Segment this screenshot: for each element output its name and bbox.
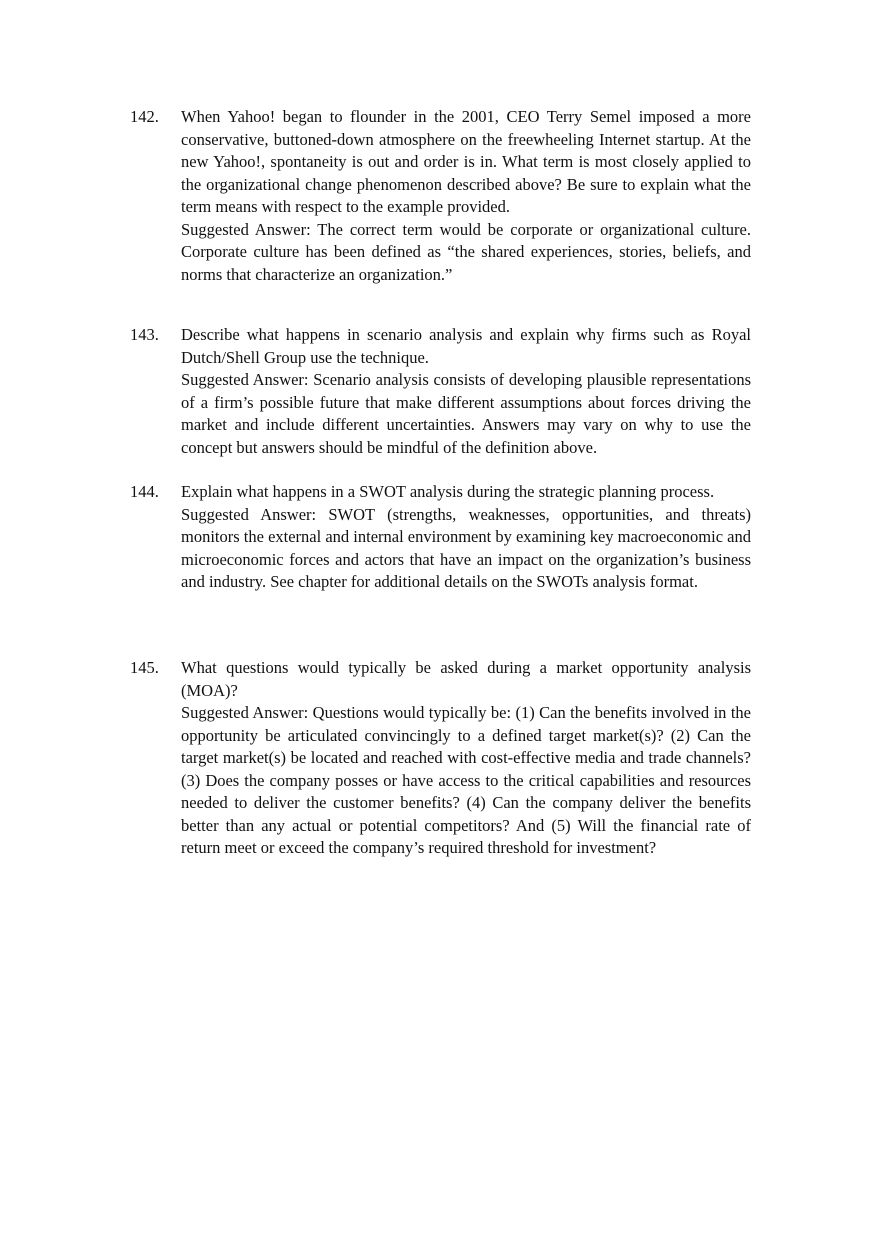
question-number: 145. [130, 658, 159, 677]
question-body [181, 657, 751, 860]
question-142 [130, 106, 751, 286]
question-body [181, 324, 751, 459]
question-text: Explain what happens in a SWOT analysis during the strategic planning process. [181, 482, 715, 501]
suggested-answer: Suggested Answer: SWOT (strengths, weaknesses, opportunities, and threats) monitors the external and internal environment by examining key macroeconomic and microeconomic forces and actors that have an impact on the organization’s business and industry. See chapter for additional details on the SWOTs analysis format. [181, 504, 751, 591]
question-text: When Yahoo! began to flounder in the 2001, CEO Terry Semel imposed a more conservative, buttoned-down atmosphere on the freewheeling Internet startup. At the new Yahoo!, spontaneity is out and order is in. What term is most closely applied to the organizational change phenomenon described above? Be sure to explain what the term means with respect to the example provided. [181, 107, 751, 216]
question-number: 143. [130, 325, 159, 344]
question-number: 144. [130, 482, 159, 501]
question-144 [130, 481, 751, 594]
suggested-answer: Suggested Answer: Questions would typically be: (1) Can the benefits involved in the opportunity be articulated convincingly to a defined target market(s)? (2) Can the target market(s) be located and reached with cost-effective media and trade channels? (3) Does the company posses or have access to the critical capabilities and resources needed to deliver the customer benefits? (4) Can the company deliver the benefits better than any actual or potential competitors? And (5) Will the financial rate of return meet or exceed the company’s required threshold for investment? [181, 703, 751, 857]
question-145 [130, 657, 751, 860]
question-text: What questions would typically be asked during a market opportunity analysis (MOA)? [181, 658, 751, 700]
question-143 [130, 324, 751, 459]
question-body [181, 481, 751, 594]
suggested-answer: Suggested Answer: The correct term would be corporate or organizational culture. Corporate culture has been defined as “the shared experiences, stories, beliefs, and norms that characterize an organization.” [181, 219, 751, 284]
question-text: Describe what happens in scenario analysis and explain why firms such as Royal Dutch/Shell Group use the technique. [181, 325, 751, 367]
question-number: 142. [130, 107, 159, 126]
suggested-answer: Suggested Answer: Scenario analysis consists of developing plausible representations of a firm’s possible future that make different assumptions about forces driving the market and include different uncertainties. Answers may vary on why to use the concept but answers should be mindful of the definition above. [181, 370, 751, 457]
question-body [181, 106, 751, 286]
